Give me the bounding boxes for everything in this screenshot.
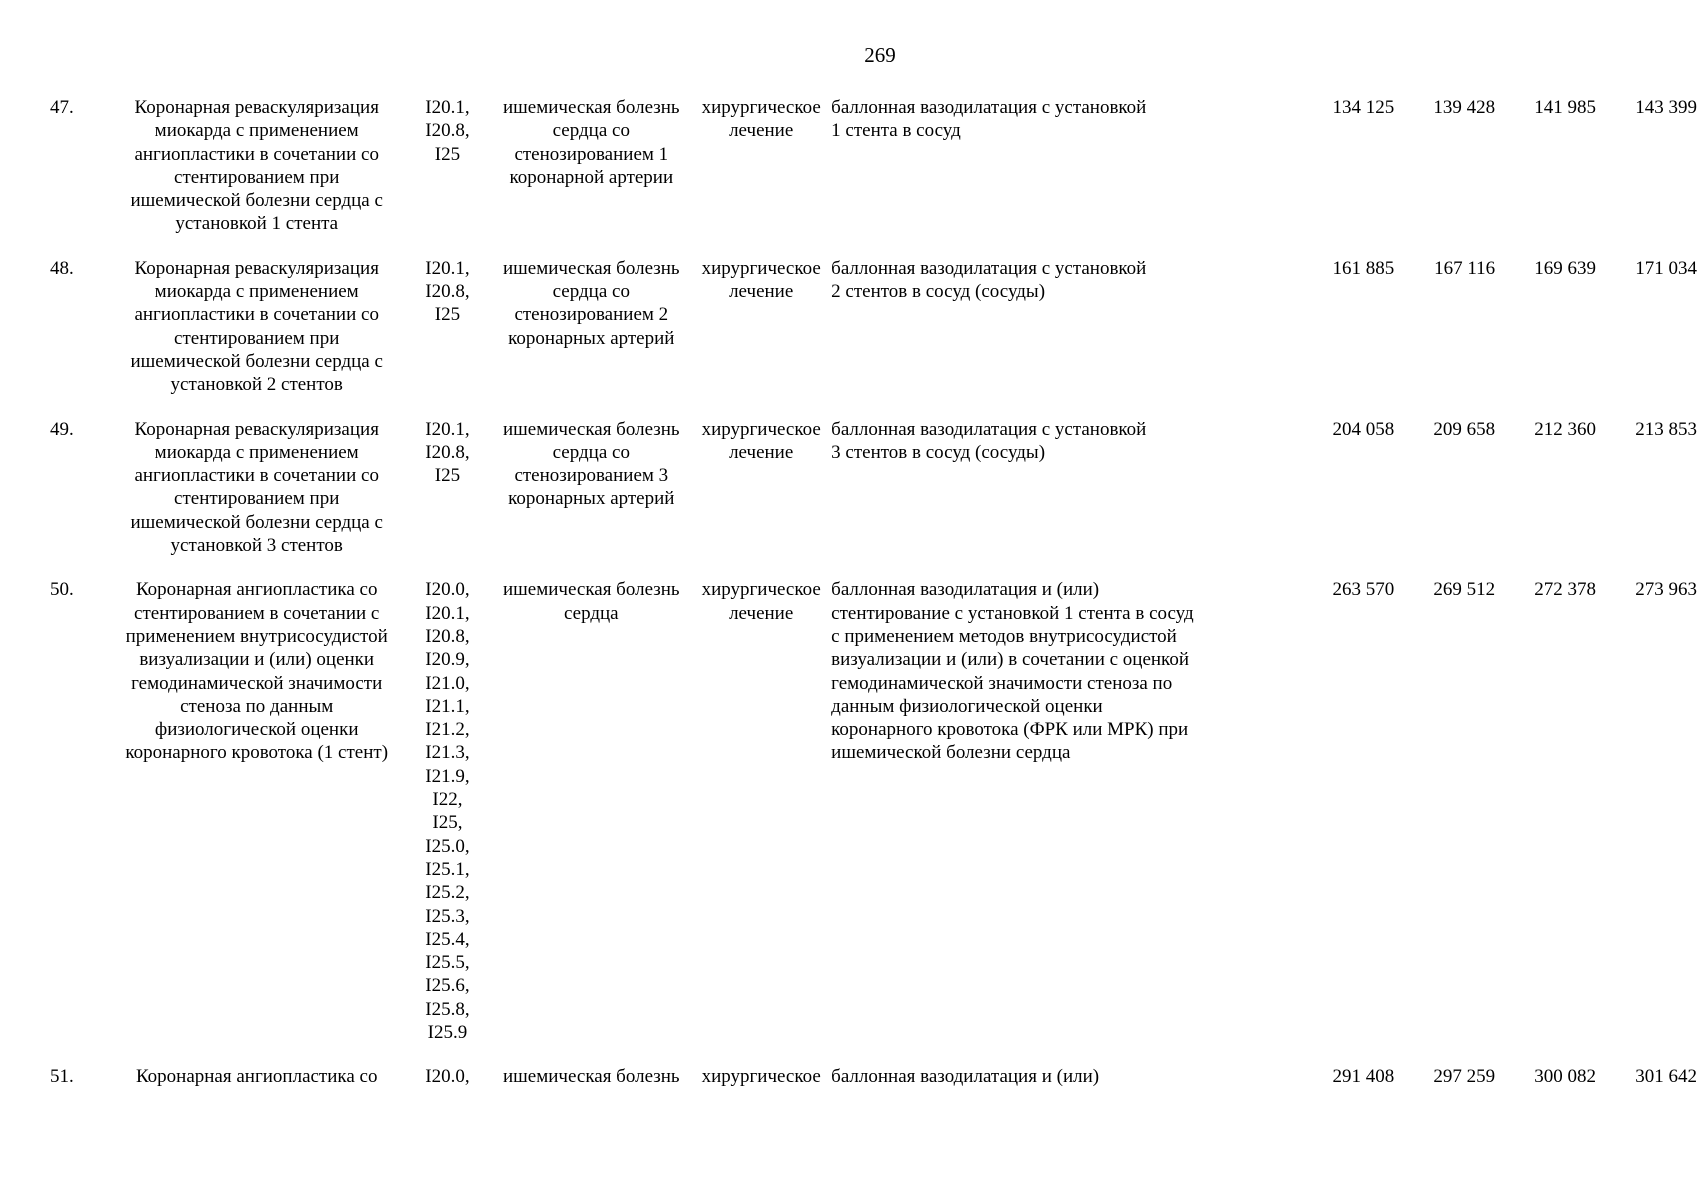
row-number: 49. bbox=[50, 418, 74, 440]
cost-value: 269 512 bbox=[1433, 579, 1496, 601]
page-number: 269 bbox=[864, 43, 896, 67]
table-row bbox=[50, 578, 1697, 1065]
cost-value: 141 985 bbox=[1534, 97, 1596, 118]
cost-value: 291 408 bbox=[1332, 1066, 1395, 1088]
row-number: 51. bbox=[50, 1066, 74, 1088]
treatment-type: хирургическое лечение bbox=[701, 579, 821, 624]
cost-value: 169 639 bbox=[1534, 257, 1596, 279]
treatment-type: хирургическое bbox=[701, 1066, 821, 1088]
cost-value: 204 058 bbox=[1332, 418, 1395, 440]
icd-codes: I20.1, I20.8, I25 bbox=[425, 257, 470, 326]
treatment-type: хирургическое лечение bbox=[701, 97, 821, 142]
row-number: 48. bbox=[50, 257, 74, 279]
cost-value: 139 428 bbox=[1433, 97, 1496, 118]
treatment-type: хирургическое лечение bbox=[701, 257, 821, 303]
treatment-method: баллонная вазодилатация с установкой 2 стентов в сосуд (сосуды) bbox=[831, 257, 1147, 303]
treatment-method: баллонная вазодилатация и (или) стентирование с установкой 1 стента в сосуд с применением методов внутрисосудистой визуализации и (или) в сочетании с оценкой гемодинамической значимости стеноза по данным физиологической оценки коронарного кровотока (ФРК или МРК) при ишемической болезни сердца bbox=[831, 579, 1194, 764]
icd-codes: I20.0, bbox=[425, 1066, 470, 1088]
care-type-name: Коронарная реваскуляризация миокарда с применением ангиопластики в сочетании со стентированием при ишемической болезни сердца с установкой 2 стентов bbox=[130, 257, 383, 396]
treatment-method: баллонная вазодилатация с установкой 1 стента в сосуд bbox=[831, 97, 1147, 142]
vmp-table bbox=[50, 96, 1697, 1110]
treatment-type: хирургическое лечение bbox=[701, 418, 821, 463]
icd-codes: I20.0, I20.1, I20.8, I20.9, I21.0, I21.1, I21.2, I21.3, I21.9, I22, I25, I25.0, I25.1, I25.2, I25.3, I25.4, I25.5, I25.6, I25.8, I25.9 bbox=[425, 579, 470, 1043]
cost-value: 161 885 bbox=[1332, 257, 1395, 279]
treatment-method: баллонная вазодилатация с установкой 3 стентов в сосуд (сосуды) bbox=[831, 418, 1147, 463]
cost-value: 297 259 bbox=[1433, 1066, 1496, 1088]
patient-model: ишемическая болезнь bbox=[503, 1066, 680, 1088]
cost-value: 263 570 bbox=[1332, 579, 1395, 601]
cost-value: 213 853 bbox=[1635, 418, 1697, 440]
cost-value: 272 378 bbox=[1534, 579, 1596, 601]
table-row bbox=[50, 418, 1697, 579]
table-row bbox=[50, 96, 1697, 257]
patient-model: ишемическая болезнь сердца bbox=[503, 579, 680, 624]
patient-model: ишемическая болезнь сердца со стенозированием 1 коронарной артерии bbox=[503, 97, 680, 188]
cost-value: 300 082 bbox=[1534, 1066, 1596, 1088]
cost-value: 273 963 bbox=[1635, 579, 1697, 601]
cost-value: 171 034 bbox=[1635, 257, 1697, 279]
care-type-name: Коронарная ангиопластика со стентированием в сочетании с применением внутрисосудистой визуализации и (или) оценки гемодинамической значимости стеноза по данным физиологической оценки коронарного кровотока (1 стент) bbox=[125, 579, 389, 764]
cost-value: 134 125 bbox=[1332, 97, 1395, 118]
table-row bbox=[50, 1065, 1697, 1109]
care-type-name: Коронарная ангиопластика со bbox=[135, 1066, 378, 1088]
patient-model: ишемическая болезнь сердца со стенозированием 3 коронарных артерий bbox=[503, 418, 680, 510]
cost-value: 212 360 bbox=[1534, 418, 1596, 440]
row-number: 47. bbox=[50, 97, 74, 118]
patient-model: ишемическая болезнь сердца со стенозированием 2 коронарных артерий bbox=[503, 257, 680, 349]
care-type-name: Коронарная реваскуляризация миокарда с применением ангиопластики в сочетании со стентированием при ишемической болезни сердца с установкой 1 стента bbox=[130, 97, 383, 235]
treatment-method: баллонная вазодилатация и (или) bbox=[831, 1066, 1100, 1088]
cost-value: 209 658 bbox=[1433, 418, 1496, 440]
icd-codes: I20.1, I20.8, I25 bbox=[425, 418, 470, 487]
cost-value: 143 399 bbox=[1635, 97, 1697, 118]
cost-value: 167 116 bbox=[1434, 257, 1496, 279]
row-number: 50. bbox=[50, 579, 74, 601]
table-row bbox=[50, 257, 1697, 418]
care-type-name: Коронарная реваскуляризация миокарда с применением ангиопластики в сочетании со стентированием при ишемической болезни сердца с установкой 3 стентов bbox=[130, 418, 383, 557]
icd-codes: I20.1, I20.8, I25 bbox=[425, 97, 470, 165]
cost-value: 301 642 bbox=[1635, 1066, 1697, 1088]
